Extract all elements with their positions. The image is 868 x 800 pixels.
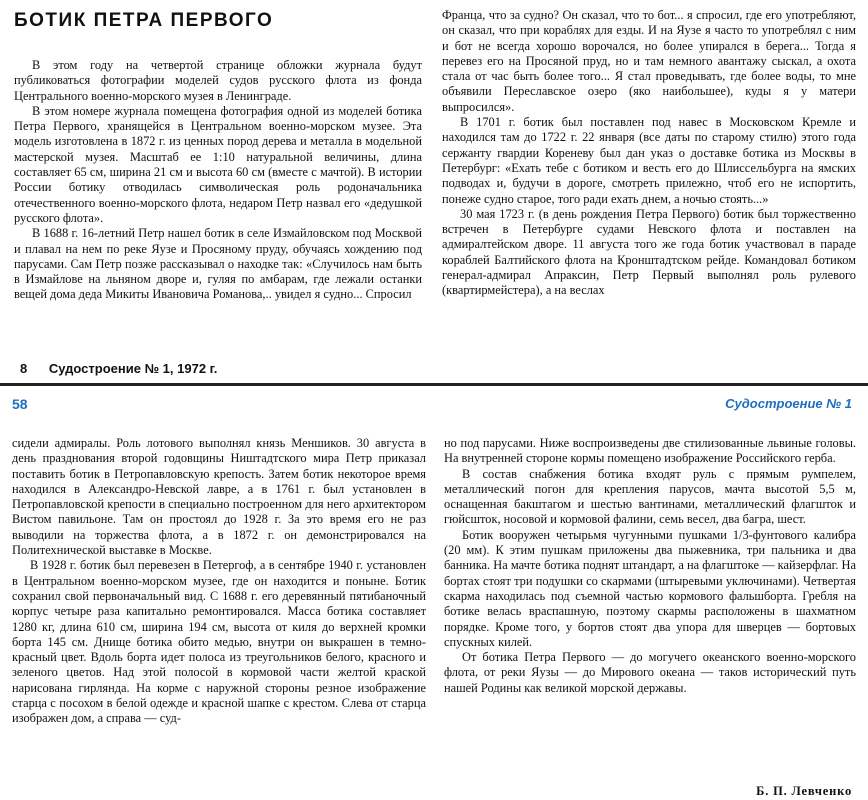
paragraph: В этом году на четвертой странице обложки журнала будут публиковаться фотографии моделей судов русского флота из фонда Центрального военно-морского музея в Ленинграде. — [14, 58, 422, 103]
bottom-right-column — [444, 436, 856, 778]
paragraph: Франца, что за судно? Он сказал, что то бот... я спросил, где его употребляют, он сказал, что при кораблях для езды. И на Яузе я часто то употреблял с ним и бот не всегда хорошо ворочался, но более упирался в берега... Тогда я перевез его на Просяной пруд, но и там немного авантажу сыскал, а охота стала от час быть более того... Я стал проведывать, где более воды, то мне объявили Переславское озеро (яко наибольшее), куды я у матери выпросился». — [442, 8, 856, 114]
magazine-page-8 — [0, 0, 868, 384]
top-left-column — [14, 58, 422, 354]
paragraph: Ботик вооружен четырьмя чугунными пушками 1/3-фунтового калибра (20 мм). К этим пушкам приложены два пыжевника, три пальника и два банника. На мачте ботика поднят штандарт, а на флагштоке — кайзерфлаг. На бортах стоят три подушки со скармами (штыревыми уключинами). Четвертая скарма находилась под съемной частью кормового фальшборта. Гребля на ботике велась враспашную, поэтому скармы расположены в шахматном порядке. Кроме того, у бортов стоят два упора для шверцев — бортовых спускных килей. — [444, 527, 856, 649]
article-title: БОТИК ПЕТРА ПЕРВОГО — [14, 10, 274, 31]
paragraph: В 1701 г. ботик был поставлен под навес в Московском Кремле и находился там до 1722 г. 22 января (все даты по старому стилю) этого года сержанту гвардии Кореневу был дан указ о доставке ботика из Москвы в Петербург: «Ехать тебе с ботиком и весть его до Шлиссельбурга на ямских подводах и, будучи в дороге, смотреть прилежно, чтоб его не испортить, понеже судно старое, того ради ехать днем, а ночью стоять...» — [442, 115, 856, 206]
bottom-left-column — [12, 436, 426, 798]
paragraph: В 1688 г. 16-летний Петр нашел ботик в селе Измайловском под Москвой и плавал на нем по реке Яузе и Просяному пруду, обучаясь хождению под парусами. Сам Петр позже рассказывал о находке так: «Случилось нам быть в Измайлове на льняном дворе и, гуляя по амбарам, где лежали останки вещей дома деда Микиты Ивановича Романова,.. увидел я судно... Спросил — [14, 226, 422, 302]
magazine-page-58 — [0, 386, 868, 800]
top-right-column — [442, 8, 856, 358]
paragraph: но под парусами. Ниже воспроизведены две стилизованные львиные головы. На внутренней стороне кормы помещено изображение Российского герба. — [444, 436, 856, 466]
running-head: Судостроение № 1 — [725, 396, 852, 411]
paragraph: От ботика Петра Первого — до могучего океанского военно-морского флота, от реки Яузы — до Мирового океана — таков исторический путь нашей Родины как великой морской державы. — [444, 650, 856, 695]
page-footer — [20, 361, 217, 376]
paragraph: В 1928 г. ботик был перевезен в Петергоф, а в сентябре 1940 г. установлен в Центральном военно-морском музее, где он находится и поныне. Ботик сохранил свой первоначальный вид. С 1688 г. его деревянный пятибаночный корпус четыре раза капитально ремонтировался. Масса ботика составляет 1280 кг, длина 610 см, ширина 194 см, высота от киля до верхней кромки борта 145 см. Днище ботика обито медью, внутри он выкрашен в темно-красный цвет. Вдоль борта идет полоса из треугольников белого, красного и зеленого цветов. Над этой полосой в кормовой части желтой краской нарисована гирлянда. На корме с наружной стороны резное изображение старца с посохом в белой одежде и красной шапке с крестом. Слева от старца изображен дом, а справа — суд- — [12, 558, 426, 726]
paragraph: сидели адмиралы. Роль лотового выполнял князь Меншиков. 30 августа в день празднования второй годовщины Ништадтского мира Петр приказал поставить ботик в Петропавловскую крепость. Затем ботик некоторое время находился в Александро-Невской лавре, а в 1761 г. был установлен в Петропавловской крепости в специально построенном для него архитектором Вистом павильоне. Там он простоял до 1928 г. За это время его не раз выводили на торжества флота, а в 1872 г. он демонстрировался на Политехнической выставке в Москве. — [12, 436, 426, 558]
paragraph: В этом номере журнала помещена фотография одной из моделей ботика Петра Первого, хранящейся в Центральном военно-морском музее. Эта модель изготовлена в 1872 г. из ценных пород дерева и металла в модельной мастерской музея. Масштаб ее 1:10 натуральной величины, длина составляет 65 см, ширина 21 см и высота 60 см (вместе с мачтой). В истории России ботику отводилась символическая роль родоначальника отечественного военно-морского флота, недаром Петр назвал его «дедушкой русского флота». — [14, 103, 422, 225]
paragraph: В состав снабжения ботика входят руль с прямым румпелем, металлический погон для крепления парусов, мачта высотой 5,5 м, оснащенная бакштагом и шестью вантинами, металлический флагшток и гюйсшток, носовой и кормовой фалини, семь весел, два багра, шест. — [444, 466, 856, 527]
footer-source: Судостроение № 1, 1972 г. — [48, 361, 218, 376]
page-number: 8 — [20, 361, 28, 376]
page-number: 58 — [12, 396, 28, 412]
paragraph: 30 мая 1723 г. (в день рождения Петра Первого) ботик был торжественно встречен в Петербурге судами Невского флота и поставлен на адмиралтейском дворе. 11 августа того же года ботик участвовал в параде кораблей Балтийского флота на Кронштадтском рейде. Командовал ботиком генерал-адмирал Апраксин, Петр Первый выполнял роль рулевого (квартирмейстера), а на веслах — [442, 206, 856, 298]
author-signature: Б. П. Левченко — [756, 784, 852, 798]
